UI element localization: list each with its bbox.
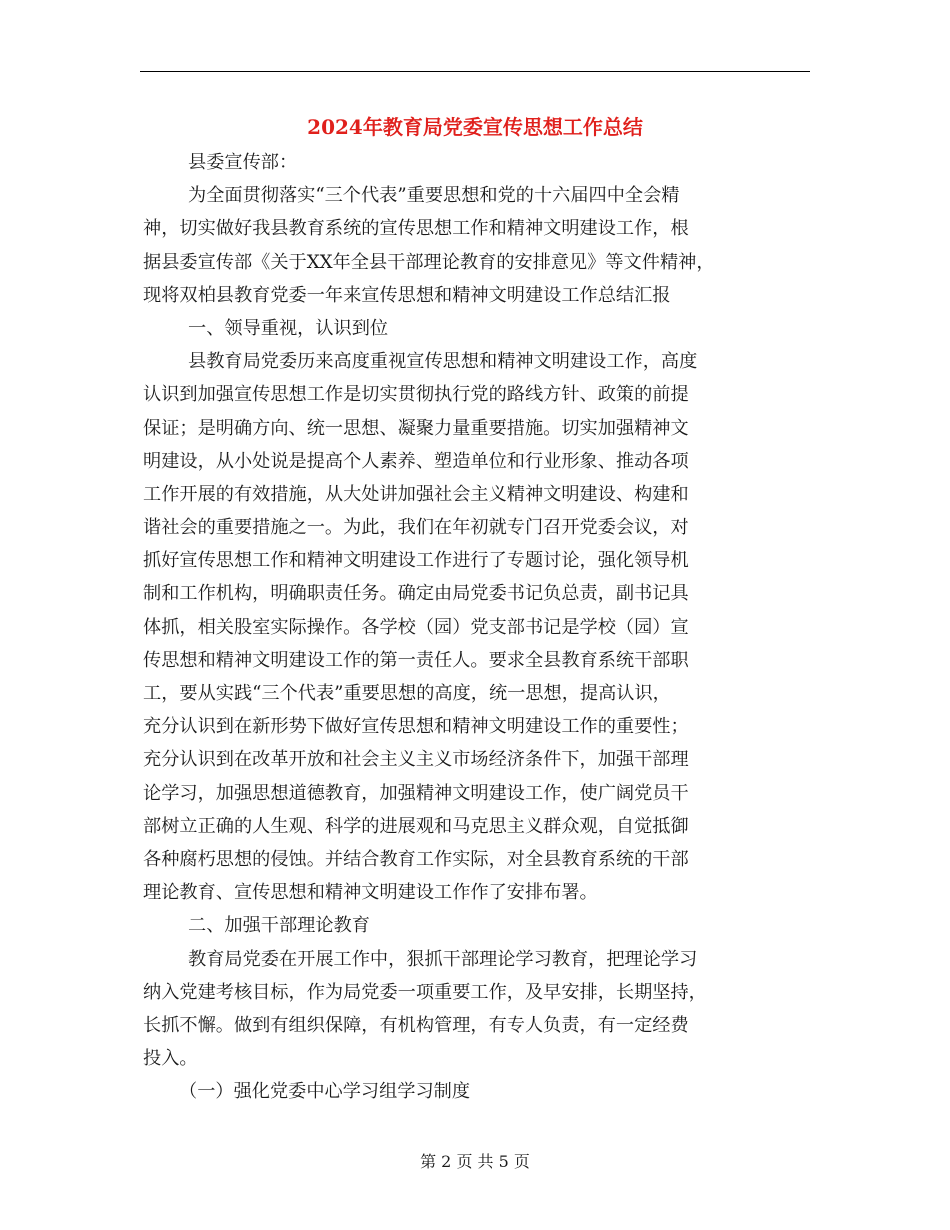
- paragraph-line: 神，切实做好我县教育系统的宣传思想工作和精神文明建设工作，根: [143, 218, 689, 240]
- paragraph-line: 充分认识到在新形势下做好宣传思想和精神文明建设工作的重要性；: [143, 716, 689, 738]
- paragraph-line: 教育局党委在开展工作中，狠抓干部理论学习教育，把理论学习: [188, 948, 698, 970]
- salutation: 县委宣传部：: [188, 152, 298, 173]
- paragraph-line: 谐社会的重要措施之一。为此，我们在年初就专门召开党委会议，对: [143, 517, 689, 539]
- document-title: 2024年教育局党委宣传思想工作总结: [307, 115, 643, 139]
- paragraph-line: 部树立正确的人生观、科学的进展观和马克思主义群众观，自觉抵御: [143, 815, 689, 837]
- paragraph-line: 为全面贯彻落实“三个代表”重要思想和党的十六届四中全会精: [188, 185, 680, 207]
- paragraph-line: 理论教育、宣传思想和精神文明建设工作作了安排布署。: [143, 882, 598, 904]
- paragraph-line: 抓好宣传思想工作和精神文明建设工作进行了专题讨论，强化领导机: [143, 550, 689, 572]
- paragraph-line: 制和工作机构，明确职责任务。确定由局党委书记负总责，副书记具: [143, 583, 689, 605]
- section-heading: 一、领导重视，认识到位: [188, 317, 389, 339]
- paragraph-line: 现将双柏县教育党委一年来宣传思想和精神文明建设工作总结汇报: [143, 284, 671, 306]
- paragraph-line: 县教育局党委历来高度重视宣传思想和精神文明建设工作，高度: [188, 351, 698, 373]
- paragraph-line: 工作开展的有效措施，从大处讲加强社会主义精神文明建设、构建和: [143, 483, 689, 505]
- paragraph-line: 论学习，加强思想道德教育，加强精神文明建设工作，使广阔党员干: [143, 782, 689, 804]
- section-heading: 二、加强干部理论教育: [188, 915, 370, 937]
- paragraph-line: 充分认识到在改革开放和社会主义主义市场经济条件下，加强干部理: [143, 749, 689, 771]
- paragraph-line: 纳入党建考核目标，作为局党委一项重要工作，及早安排，长期坚持，: [143, 981, 707, 1003]
- paragraph-line: 传思想和精神文明建设工作的第一责任人。要求全县教育系统干部职: [143, 649, 689, 671]
- paragraph-line: 体抓，相关股室实际操作。各学校（园）党支部书记是学校（园）宣: [143, 616, 689, 638]
- header-rule: [140, 71, 810, 72]
- paragraph-line: 长抓不懈。做到有组织保障，有机构管理，有专人负责，有一定经费: [143, 1014, 689, 1036]
- paragraph-line: 认识到加强宣传思想工作是切实贯彻执行党的路线方针、政策的前提: [143, 384, 689, 406]
- document-body: [143, 146, 813, 1108]
- paragraph-line: 工，要从实践“三个代表”重要思想的高度，统一思想，提高认识，: [143, 683, 671, 704]
- subsection-heading: （一）强化党委中心学习组学习制度: [179, 1081, 471, 1103]
- paragraph-line: 明建设，从小处说是提高个人素养、塑造单位和行业形象、推动各项: [143, 450, 689, 472]
- paragraph-line: 各种腐朽思想的侵蚀。并结合教育工作实际，对全县教育系统的干部: [143, 848, 689, 870]
- paragraph-line: 投入。: [143, 1048, 198, 1070]
- page-number: 第 2 页 共 5 页: [420, 1152, 530, 1171]
- paragraph-line: 保证；是明确方向、统一思想、凝聚力量重要措施。切实加强精神文: [143, 417, 689, 439]
- paragraph-line: 据县委宣传部《关于XX年全县干部理论教育的安排意见》等文件精神，: [143, 251, 715, 273]
